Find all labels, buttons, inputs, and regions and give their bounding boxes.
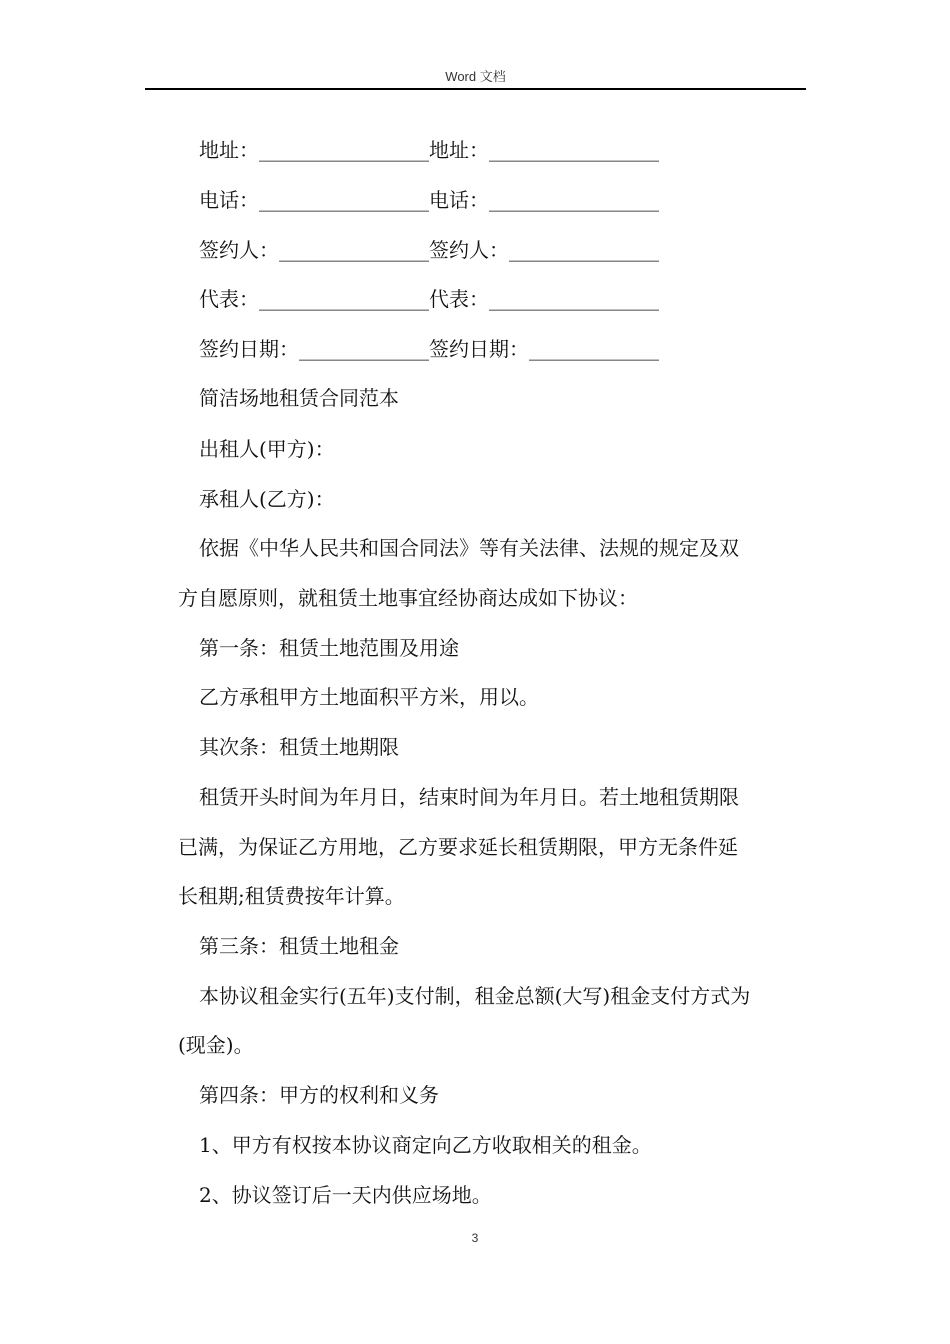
article-2-heading: 其次条：租赁土地期限 (199, 735, 399, 759)
lessor-line: 出租人(甲方)： (199, 437, 335, 461)
article-3-text-1: 本协议租金实行(五年)支付制，租金总额(大写)租金支付方式为 (199, 984, 751, 1008)
phone-line: 电话：_________________电话：_________________ (199, 188, 659, 212)
article-2-text-3: 长租期;租赁费按年计算。 (178, 884, 405, 908)
article-1-text: 乙方承租甲方土地面积平方米，用以。 (199, 685, 539, 709)
article-4-item-1: 1、甲方有权按本协议商定向乙方收取相关的租金。 (199, 1133, 652, 1157)
article-1-heading: 第一条：租赁土地范围及用途 (199, 636, 459, 660)
article-3-heading: 第三条：租赁土地租金 (199, 934, 399, 958)
page-header (145, 66, 806, 90)
article-2-text-2: 已满，为保证乙方用地，乙方要求延长租赁期限，甲方无条件延 (178, 835, 738, 859)
signatory-line: 签约人：_______________签约人：_______________ (199, 238, 659, 262)
signing-date-line: 签约日期：_____________签约日期：_____________ (199, 337, 659, 361)
preamble-line-1: 依据《中华人民共和国合同法》等有关法律、法规的规定及双 (199, 536, 739, 560)
lessee-line: 承租人(乙方)： (199, 487, 335, 511)
representative-line: 代表：_________________代表：_________________ (199, 287, 659, 311)
article-4-heading: 第四条：甲方的权利和义务 (199, 1083, 439, 1107)
contract-title: 简洁场地租赁合同范本 (199, 386, 399, 410)
page-number: 3 (471, 1231, 479, 1245)
address-line: 地址：_________________地址：_________________ (199, 138, 659, 162)
preamble-line-2: 方自愿原则，就租赁土地事宜经协商达成如下协议： (178, 586, 638, 610)
header-title: Word 文档 (445, 69, 506, 84)
article-3-text-2: (现金)。 (178, 1033, 254, 1057)
article-4-item-2: 2、协议签订后一天内供应场地。 (199, 1183, 492, 1207)
article-2-text-1: 租赁开头时间为年月日，结束时间为年月日。若土地租赁期限 (199, 785, 739, 809)
